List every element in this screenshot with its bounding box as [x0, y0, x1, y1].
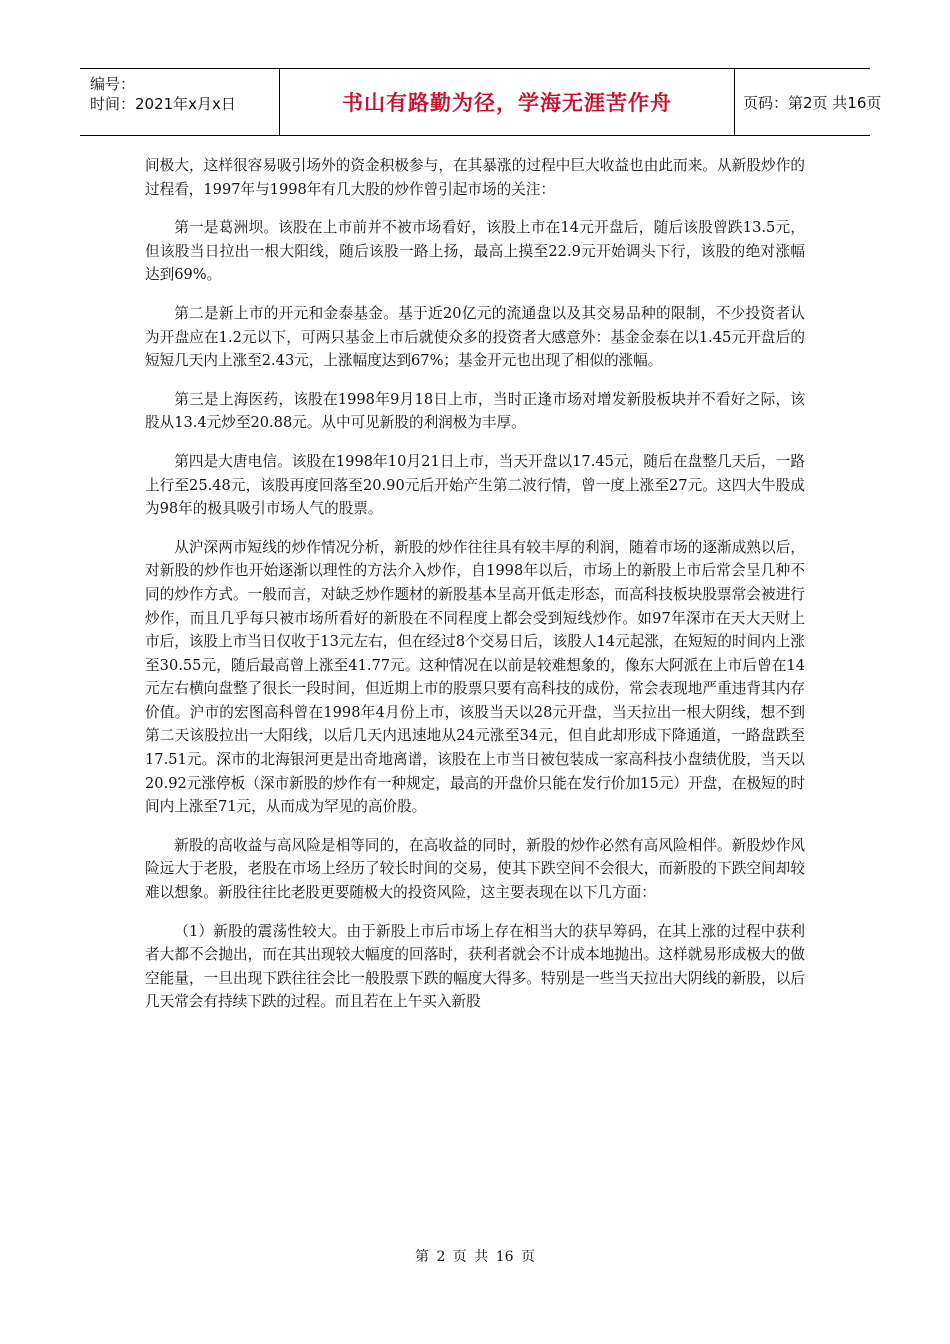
page-footer: 第 2 页 共 16 页	[415, 1249, 535, 1265]
paragraph-funds: 第二是新上市的开元和金泰基金。基于近20亿元的流通盘以及其交易品种的限制，不少投资者认为开盘应在1.2元以下，可两只基金上市后就使众多的投资者大感意外：基金金泰在以1.45元开盘后的短短几天内上涨至2.43元，上涨幅度达到67%；基金开元也出现了相似的涨幅。	[145, 304, 805, 370]
paragraph-gezhouba: 第一是葛洲坝。该股在上市前并不被市场看好，该股上市在14元开盘后，随后该股曾跌13.5元，但该股当日拉出一根大阳线，随后该股一路上扬，最高上摸至22.9元开始调头下行，该股的绝对涨幅达到69%。	[145, 219, 805, 284]
header-page-cell	[735, 69, 882, 135]
paragraph-continued: 间极大，这样很容易吸引场外的资金积极参与，在其暴涨的过程中巨大收益也由此而来。从新股炒作的过程看，1997年与1998年有几大股的炒作曾引起市场的关注：	[145, 157, 805, 198]
paragraph-market-analysis: 从沪深两市短线的炒作情况分析，新股的炒作往往具有较丰厚的利润，随着市场的逐渐成熟以后，对新股的炒作也开始逐渐以理性的方法介入炒作，自1998年以后，市场上的新股上市后常会呈几种不同的炒作方式。一般而言，对缺乏炒作题材的新股基本呈高开低走形态，而高科技板块股票常会被进行炒作，而且几乎每只被市场所看好的新股在不同程度上都会受到短线炒作。如97年深市在天大天财上市后，该股上市当日仅收于13元左右，但在经过8个交易日后，该股人14元起涨，在短短的时间内上涨至30.55元，随后最高曾上涨至41.77元。这种情况在以前是较难想象的，像东大阿派在上市后曾在14元左右横向盘整了很长一段时间，但近期上市的股票只要有高科技的成份，常会表现地严重违背其内存价值。沪市的宏图高科曾在1998年4月份上市，该股当天以28元开盘，当天拉出一根大阴线，想不到第二天该股拉出一大阳线，以后几天内迅速地从24元涨至34元，但自此却形成下降通道，一路盘跌至17.51元。深市的北海银河更是出奇地离谱，该股在上市当日被包装成一家高科技小盘绩优股，当天以20.92元涨停板（深市新股的炒作有一种规定，最高的开盘价只能在发行价加15元）开盘，在极短的时间内上涨至71元，从而成为罕见的高价股。	[145, 538, 805, 816]
page-header	[80, 68, 882, 136]
document-date-label: 时间：2021年x月x日	[90, 95, 236, 113]
document-number-label: 编号：	[90, 75, 136, 93]
paragraph-risk-intro: 新股的高收益与高风险是相等同的，在高收益的同时，新股的炒作必然有高风险相伴。新股炒作风险远大于老股，老股在市场上经历了较长时间的交易，使其下跌空间不会很大，而新股的下跌空间却较难以想象。新股往往比老股更要随极大的投资风险，这主要表现在以下几方面：	[145, 836, 805, 902]
document-body	[145, 154, 805, 1029]
header-page-info: 页码：第2页 共16页	[743, 93, 882, 112]
header-motto: 书山有路勤为径，学海无涯苦作舟	[342, 91, 672, 115]
paragraph-shanghai-pharma: 第三是上海医药，该股在1998年9月18日上市，当时正逢市场对增发新股板块并不看好之际，该股从13.4元炒至20.88元。从中可见新股的利润极为丰厚。	[145, 390, 805, 432]
header-motto-cell	[280, 69, 735, 135]
paragraph-datang-telecom: 第四是大唐电信。该股在1998年10月21日上市，当天开盘以17.45元，随后在盘整几天后，一路上行至25.48元，该股再度回落至20.90元后开始产生第二波行情，曾一度上涨至27元。这四大牛股成为98年的极具吸引市场人气的股票。	[145, 452, 805, 518]
paragraph-risk-point-1: （1）新股的震荡性较大。由于新股上市后市场上存在相当大的获早筹码，在其上涨的过程中获利者大都不会抛出，而在其出现较大幅度的回落时，获利者就会不计成本地抛出。这样就易形成极大的做空能量，一旦出现下跌往往会比一般股票下跌的幅度大得多。特别是一些当天拉出大阴线的新股，以后几天常会有持续下跌的过程。而且若在上午买入新股	[145, 922, 805, 1011]
header-meta-cell	[80, 69, 280, 135]
